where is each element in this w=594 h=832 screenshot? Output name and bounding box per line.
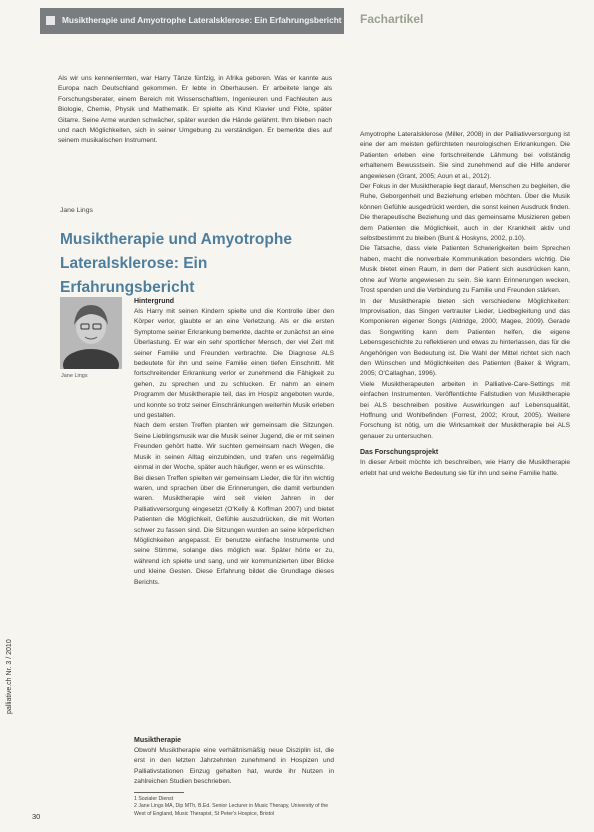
footnote: 1 Sozialer Dienst	[134, 796, 174, 802]
journal-issue-label: palliative.ch Nr. 3 / 2010	[6, 639, 13, 714]
header-title: Musiktherapie und Amyotrophe Lateralsklerose: Ein Erfahrungsbericht	[62, 15, 342, 25]
article-title: Musiktherapie und Amyotrophe Lateralsklerose: Ein Erfahrungsbericht	[60, 231, 292, 296]
left-column-lower	[134, 736, 334, 788]
right-column	[360, 130, 570, 479]
body-paragraph: Als Harry mit seinen Kindern spielte und die Kontrolle über den Körper verlor, glaubte er an eine Verletzung. Als er die ersten Symptome seiner Erkrankung bemerkte, dachte er zunächst an eine Überlastung. Er war ein sehr sportlicher Mensch, der viel Zeit mit seiner Familie und Freunden verbrachte. Die Diagnose ALS bedeutete für ihn und seine Familie einen tiefen Einschnitt. Mit fortschreitender Erkrankung verlor er zunehmend die Fähigkeit zu gehen, zu sprechen und zu schlucken. Er nahm an einem Programm der Musiktherapie teil, das im Hospiz angeboten wurde, und konnte so trotz seiner Einschränkungen weiterhin Musik erleben und gestalten.	[134, 308, 334, 420]
header-section-label: Fachartikel	[360, 12, 424, 26]
header-square-icon	[46, 16, 55, 25]
page-number: 30	[32, 812, 41, 821]
body-paragraph: Nach dem ersten Treffen planten wir gemeinsam die Sitzungen. Seine Lieblingsmusik war die Musik seiner Jugend, die er mit seinen Freunden gehört hatte. Wir suchten gemeinsam nach Wegen, die Musik in seinen Alltag einzubinden, und trafen uns regelmäßig einmal in der Woche, später auch häufiger, wenn er es wünschte.	[134, 422, 334, 472]
left-column	[134, 297, 334, 588]
body-paragraph: In der Musiktherapie bieten sich verschiedene Möglichkeiten: Improvisation, das Singen vertrauter Lieder, Liedbegleitung und das Komponieren eigener Songs (Aldridge, 2000; Magee, 2009). Gerade das Songwriting kann dem Patienten helfen, die eigene Lebensgeschichte zu reflektieren und etwas zu hinterlassen, das für die Angehörigen von Bedeutung ist. Die Wahl der Mittel richtet sich nach den Wünschen und Möglichkeiten des Patienten (Baker & Wigram, 2005; O'Callaghan, 1996).	[360, 297, 570, 378]
author-name: Jane Lings	[60, 207, 93, 214]
body-paragraph: Viele Musiktherapeuten arbeiten in Palliative-Care-Settings mit einfachen Instrumenten. Veröffentlichte Fallstudien von Musiktherapie bei ALS beschreiben positive Auswirkungen auf Lebensqualität, Hoffnung und Wohlbefinden (Forrest, 2002; Krout, 2005). Weitere Forschung ist nötig, um die Wirksamkeit der Musiktherapie bei ALS genauer zu untersuchen.	[360, 380, 570, 440]
page-header	[0, 8, 594, 34]
intro-paragraph: Als wir uns kennenlernten, war Harry Tänze fünfzig, in Afrika geboren. Was er kannte aus Europa nach Deutschland gekommen. Er lebte in Oberhausen. Er arbeitete lange als Forschungsberater, einem Bereich mit Wissenschaftlern, Ingenieuren und Fachleuten aus Biologie, Chemie, Physik und Mathematik. Er spielte als Kind Klavier und Flöte, später Gitarre. Seine Arme wurden schwächer, später wurden die Hände gelähmt. Ihm blieben nach und nach Möglichkeiten, sich in seiner Umgebung zu verständigen. Er bemerkte dies auf seinem musikalischen Instrument.	[58, 75, 332, 145]
photo-caption: Jane Lings	[61, 373, 88, 379]
section-heading: Musiktherapie	[134, 737, 182, 744]
body-paragraph: Obwohl Musiktherapie eine verhältnismäßig neue Disziplin ist, die erst in den letzten Jahrzehnten zunehmend in Hospizen und Palliativstationen Einzug gehalten hat, wurde ihr Nutzen in zahlreichen Studien beschrieben.	[134, 747, 334, 786]
section-heading: Hintergrund	[134, 298, 175, 305]
footnote: 2 Jane Lings MA, Dip MTh, B.Ed. Senior Lecturer in Music Therapy, University of the West of England, Music Therapist, St Peter's Hospice, Bristol	[134, 803, 329, 817]
author-photo	[60, 297, 122, 369]
body-paragraph: In dieser Arbeit möchte ich beschreiben, wie Harry die Musiktherapie erlebt hat und welche Bedeutung sie für ihn und seine Familie hatte.	[360, 459, 570, 477]
footnote-divider	[134, 792, 184, 793]
journal-sidebar	[6, 630, 22, 720]
section-heading: Das Forschungsprojekt	[360, 449, 439, 457]
footnotes	[134, 796, 334, 818]
body-paragraph: Der Fokus in der Musiktherapie liegt darauf, Menschen zu begleiten, die Ruhe, Geborgenheit und Beziehung erleben möchten. Über die Musik können Gefühle ausgedrückt werden, die sonst keinen Ausdruck finden. Die therapeutische Beziehung und das gemeinsame Musizieren geben dem Patienten die Möglichkeit, auch in der Krankheit aktiv und selbstbestimmt zu bleiben (Bunt & Hoskyns, 2002, p.10).	[360, 183, 571, 243]
body-paragraph: Amyotrophe Lateralsklerose (Miller, 2008) in der Palliativversorgung ist eine der am meisten gefürchteten neurologischen Erkrankungen. Die Patienten erleben eine fortschreitende Lähmung bei vollständig erhaltenem Bewusstsein. Sie sind zunehmend auf die Hilfe anderer angewiesen (Grant, 2005; Aoun et al., 2012).	[360, 131, 570, 180]
body-paragraph: Die Tatsache, dass viele Patienten Schwierigkeiten beim Sprechen haben, macht die nonverbale Kommunikation besonders wichtig. Die Musik bietet einen Raum, in dem der Patient sich ausdrücken kann, ohne auf Worte angewiesen zu sein. Sie kann Erinnerungen wecken, Trost spenden und die Verbindung zu Familie und Freunden stärken.	[360, 245, 570, 295]
body-paragraph: Bei diesen Treffen spielten wir gemeinsam Lieder, die für ihn wichtig waren, und sprachen über die Erinnerungen, die damit verbunden waren. Musiktherapie wird seit vielen Jahren in der Palliativversorgung eingesetzt (O'Kelly & Koffman 2007) und bietet Patienten die Möglichkeit, Gefühle auszudrücken, die mit Worten schwer zu fassen sind. Die Sitzungen wurden an seine körperlichen Möglichkeiten angepasst. Er benutzte einfache Instrumente und seine Stimme, solange dies möglich war. Später hörte er zu, während ich spielte und sang, und wir kommunizierten über Blicke und kleine Gesten. Diese Erfahrung bildet die Grundlage dieses Berichts.	[134, 474, 334, 586]
